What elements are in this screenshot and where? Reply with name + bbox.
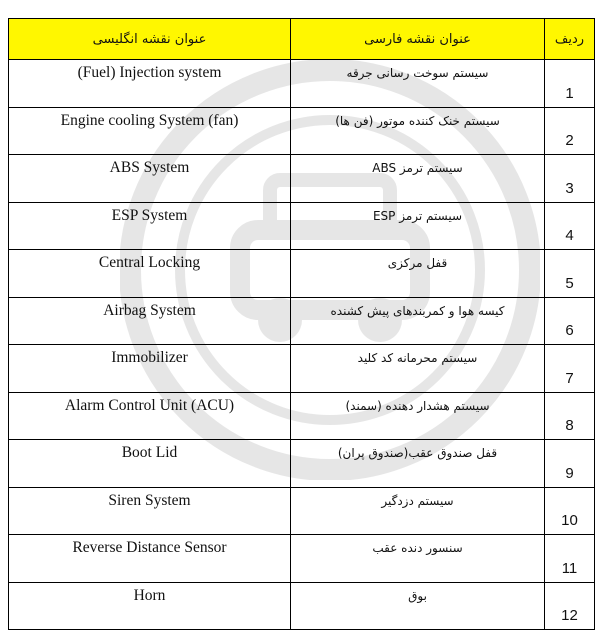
table-row [9,60,595,108]
english-title-cell: Reverse Distance Sensor [9,535,291,583]
persian-title-header: عنوان نقشه فارسی [291,19,545,60]
table-row [9,440,595,488]
persian-title-cell: سیستم ترمز ESP [291,202,545,250]
row-number-header: ردیف [545,19,595,60]
row-number-cell: 8 [545,392,595,440]
english-title-cell: Alarm Control Unit (ACU) [9,392,291,440]
persian-title-cell: قفل صندوق عقب(صندوق پران) [291,440,545,488]
row-number-cell: 11 [545,535,595,583]
english-title-cell: Airbag System [9,297,291,345]
row-number-cell: 10 [545,487,595,535]
persian-title-cell: سیستم سوخت رسانی جرقه [291,60,545,108]
table-row [9,297,595,345]
english-title-cell: Central Locking [9,250,291,298]
row-number-cell: 7 [545,345,595,393]
table-row [9,345,595,393]
row-number-cell: 12 [545,582,595,630]
english-title-cell: Immobilizer [9,345,291,393]
persian-title-cell: کیسه هوا و کمربندهای پیش کشنده [291,297,545,345]
persian-title-cell: سیستم هشدار دهنده (سمند) [291,392,545,440]
table-row [9,535,595,583]
table-row [9,107,595,155]
persian-title-cell: سیستم ترمز ABS [291,155,545,203]
persian-title-cell: سیستم محرمانه کد کلید [291,345,545,393]
header-row [9,19,595,60]
persian-title-cell: سنسور دنده عقب [291,535,545,583]
row-number-cell: 1 [545,60,595,108]
persian-title-cell: سیستم دزدگیر [291,487,545,535]
table-row [9,392,595,440]
row-number-cell: 9 [545,440,595,488]
table-row [9,202,595,250]
persian-title-cell: قفل مرکزی [291,250,545,298]
english-title-cell: (Fuel) Injection system [9,60,291,108]
persian-title-cell: بوق [291,582,545,630]
row-number-cell: 6 [545,297,595,345]
persian-title-cell: سیستم خنک کننده موتور (فن ها) [291,107,545,155]
row-number-cell: 2 [545,107,595,155]
table-row [9,155,595,203]
english-title-cell: Horn [9,582,291,630]
english-title-cell: ABS System [9,155,291,203]
english-title-cell: Siren System [9,487,291,535]
english-title-cell: Boot Lid [9,440,291,488]
row-number-cell: 4 [545,202,595,250]
row-number-cell: 3 [545,155,595,203]
english-title-cell: ESP System [9,202,291,250]
english-title-cell: Engine cooling System (fan) [9,107,291,155]
table-row [9,250,595,298]
table-row [9,487,595,535]
row-number-cell: 5 [545,250,595,298]
car-wiring-map-table [8,18,595,630]
english-title-header: عنوان نقشه انگلیسی [9,19,291,60]
table-row [9,582,595,630]
